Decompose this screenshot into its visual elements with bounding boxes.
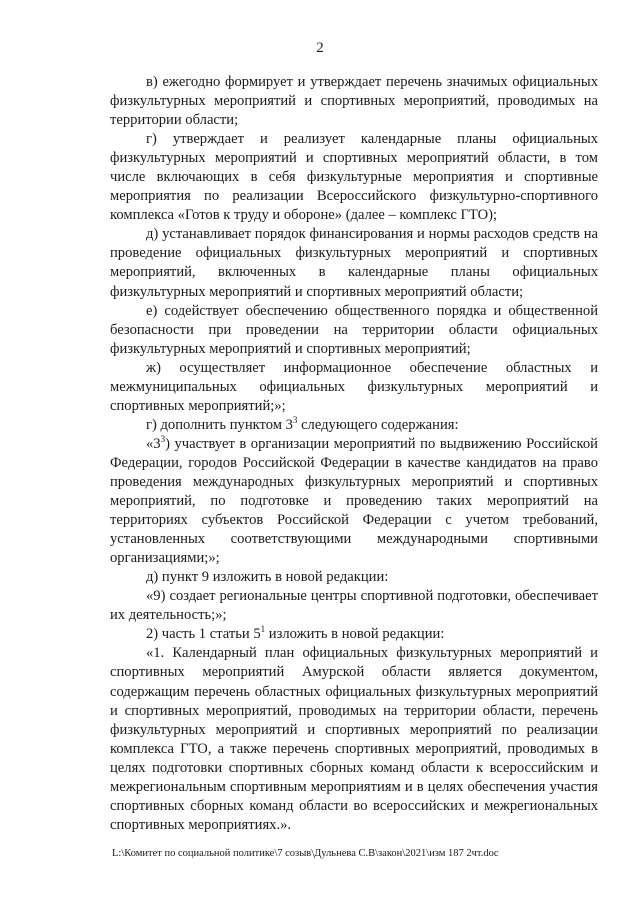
paragraph-zh: ж) осуществляет информационное обеспечение областных и межмуниципальных официальных физкультурных мероприятий и спортивных мероприятий;»;	[110, 359, 598, 414]
amendment-text: г) дополнить пунктом 3	[146, 416, 293, 433]
amendment-text: следующего содержания:	[297, 416, 459, 433]
paragraph-e: е) содействует обеспечению общественного порядка и общественной безопасности при проведении на территории области официальных физкультурных мероприятий и спортивных мероприятий;	[110, 302, 598, 357]
document-body	[110, 73, 598, 835]
superscript: 3	[292, 414, 298, 425]
amendment-text: изложить в новой редакции:	[265, 626, 445, 643]
amendment-add-point-3-3	[110, 416, 598, 435]
footer-file-path: L:\Комитет по социальной политике\7 созыв\Дульнева С.В\закон\2021\изм 187 2чт.doc	[112, 848, 499, 859]
amendment-text: 2) часть 1 статьи 5	[146, 626, 261, 643]
amendment-point-9: д) пункт 9 изложить в новой редакции:	[146, 569, 389, 586]
paragraph-v: в) ежегодно формирует и утверждает перечень значимых официальных физкультурных мероприятий и спортивных мероприятий, проводимых на территории области;	[110, 74, 598, 129]
superscript: 1	[260, 624, 266, 635]
amendment-article-5-1	[110, 625, 598, 644]
page-number: 2	[316, 40, 324, 56]
point-3-3-text	[110, 435, 598, 568]
superscript: 3	[160, 434, 166, 445]
point-9-text: «9) создает региональные центры спортивной подготовки, обеспечивает их деятельность;»;	[110, 588, 598, 624]
paragraph-d: д) устанавливает порядок финансирования и нормы расходов средств на проведение официальных физкультурных мероприятий и спортивных мероприятий, включенных в календарные планы официальных физкультурных мероприятий и спортивных мероприятий области;	[110, 226, 598, 300]
paragraph-g: г) утверждает и реализует календарные планы официальных физкультурных мероприятий и спортивных мероприятий области, в том числе включающих в себя физкультурные мероприятия и спортивные мероприятия по реализации Всероссийского физкультурно-спортивного комплекса «Готов к труду и обороне» (далее – комплекс ГТО);	[110, 131, 598, 224]
article-5-1-part-1-text: «1. Календарный план официальных физкультурных мероприятий и спортивных мероприятий Амурской области является документом, содержащим перечень областных официальных физкультурных мероприятий и спортивных мероприятий, проводимых на территории области, перечень физкультурных мероприятий и спортивных мероприятий по реализации комплекса ГТО, а также перечень спортивных мероприятий, проводимых в целях подготовки спортивных сборных команд области к всероссийским и межрегиональным спортивным мероприятиям и в целях обеспечения участия спортивных сборных команд области во всероссийских и межрегиональных спортивных мероприятиях.».	[110, 645, 598, 833]
point-text: ) участвует в организации мероприятий по выдвижению Российской Федерации, городов Российской Федерации в качестве кандидатов на право проведения международных физкультурных мероприятий и спортивных мероприятий, по подготовке и проведению таких мероприятий на территориях субъектов Российской Федерации с учетом требований, установленных соответствующими международными спортивными организациями;»;	[110, 435, 598, 567]
point-text: «3	[146, 435, 161, 452]
